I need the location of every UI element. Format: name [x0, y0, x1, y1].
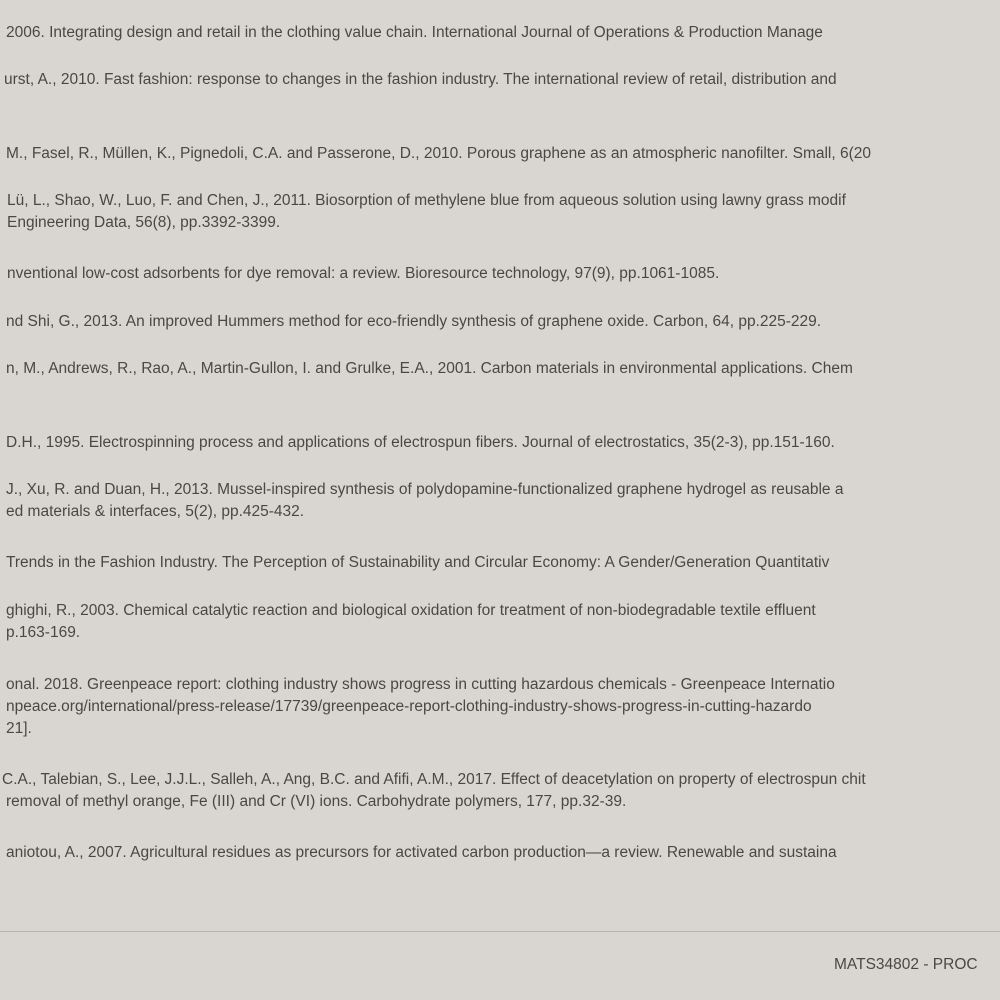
reference-line: n, M., Andrews, R., Rao, A., Martin-Gullon, I. and Grulke, E.A., 2001. Carbon materials in environmental applications. Chem [6, 360, 853, 377]
reference-line: Engineering Data, 56(8), pp.3392-3399. [7, 214, 281, 231]
page-footer [834, 954, 978, 976]
reference-entry [6, 358, 1000, 380]
reference-entry [6, 432, 1000, 454]
reference-line: D.H., 1995. Electrospinning process and applications of electrospun fibers. Journal of electrostatics, 35(2-3), pp.151-160. [6, 434, 835, 451]
reference-line: ed materials & interfaces, 5(2), pp.425-432. [6, 503, 305, 520]
reference-line: Lü, L., Shao, W., Luo, F. and Chen, J., 2011. Biosorption of methylene blue from aqueous solution using lawny grass modif [7, 192, 846, 209]
reference-line: 21]. [6, 720, 32, 737]
footer-divider [0, 931, 1000, 932]
reference-entry [6, 479, 1000, 523]
reference-line: ghighi, R., 2003. Chemical catalytic reaction and biological oxidation for treatment of non-biodegradable textile effluent [6, 602, 816, 619]
reference-line: onal. 2018. Greenpeace report: clothing industry shows progress in cutting hazardous chemicals - Greenpeace Internatio [6, 676, 835, 693]
reference-line: removal of methyl orange, Fe (III) and Cr (VI) ions. Carbohydrate polymers, 177, pp.32-39. [6, 793, 627, 810]
reference-entry [6, 600, 1000, 644]
reference-entry [2, 769, 1000, 813]
reference-line: M., Fasel, R., Müllen, K., Pignedoli, C.A. and Passerone, D., 2010. Porous graphene as an atmospheric nanofilter. Small, 6(20 [6, 145, 872, 162]
reference-line: p.163-169. [6, 624, 81, 641]
reference-line: urst, A., 2010. Fast fashion: response to changes in the fashion industry. The international review of retail, distribution and [4, 71, 837, 88]
reference-entry [6, 311, 1000, 333]
reference-entry [6, 842, 1000, 864]
reference-entry [6, 552, 1000, 574]
reference-line: J., Xu, R. and Duan, H., 2013. Mussel-inspired synthesis of polydopamine-functionalized graphene hydrogel as reusable a [6, 481, 844, 498]
reference-entry [6, 674, 1000, 740]
reference-entry [4, 69, 1000, 91]
reference-line: Trends in the Fashion Industry. The Perception of Sustainability and Circular Economy: A Gender/Generation Quantitativ [6, 554, 830, 571]
reference-entry [7, 263, 1000, 285]
reference-line: nd Shi, G., 2013. An improved Hummers method for eco-friendly synthesis of graphene oxide. Carbon, 64, pp.225-229. [6, 313, 822, 330]
footer-course-code: MATS34802 - PROC [834, 956, 978, 973]
reference-entry [7, 190, 1000, 234]
reference-line: C.A., Talebian, S., Lee, J.J.L., Salleh, A., Ang, B.C. and Afifi, A.M., 2017. Effect of deacetylation on property of electrospun chit [2, 771, 866, 788]
reference-line: nventional low-cost adsorbents for dye removal: a review. Bioresource technology, 97(9), pp.1061-1085. [7, 265, 720, 282]
reference-entry [6, 143, 1000, 165]
reference-line: aniotou, A., 2007. Agricultural residues as precursors for activated carbon production—a review. Renewable and sustaina [6, 844, 837, 861]
reference-line: 2006. Integrating design and retail in the clothing value chain. International Journal of Operations & Production Manage [6, 24, 823, 41]
reference-entry [6, 22, 1000, 44]
reference-line: npeace.org/international/press-release/17739/greenpeace-report-clothing-industry-shows-progress-in-cutting-hazardo [6, 698, 812, 715]
